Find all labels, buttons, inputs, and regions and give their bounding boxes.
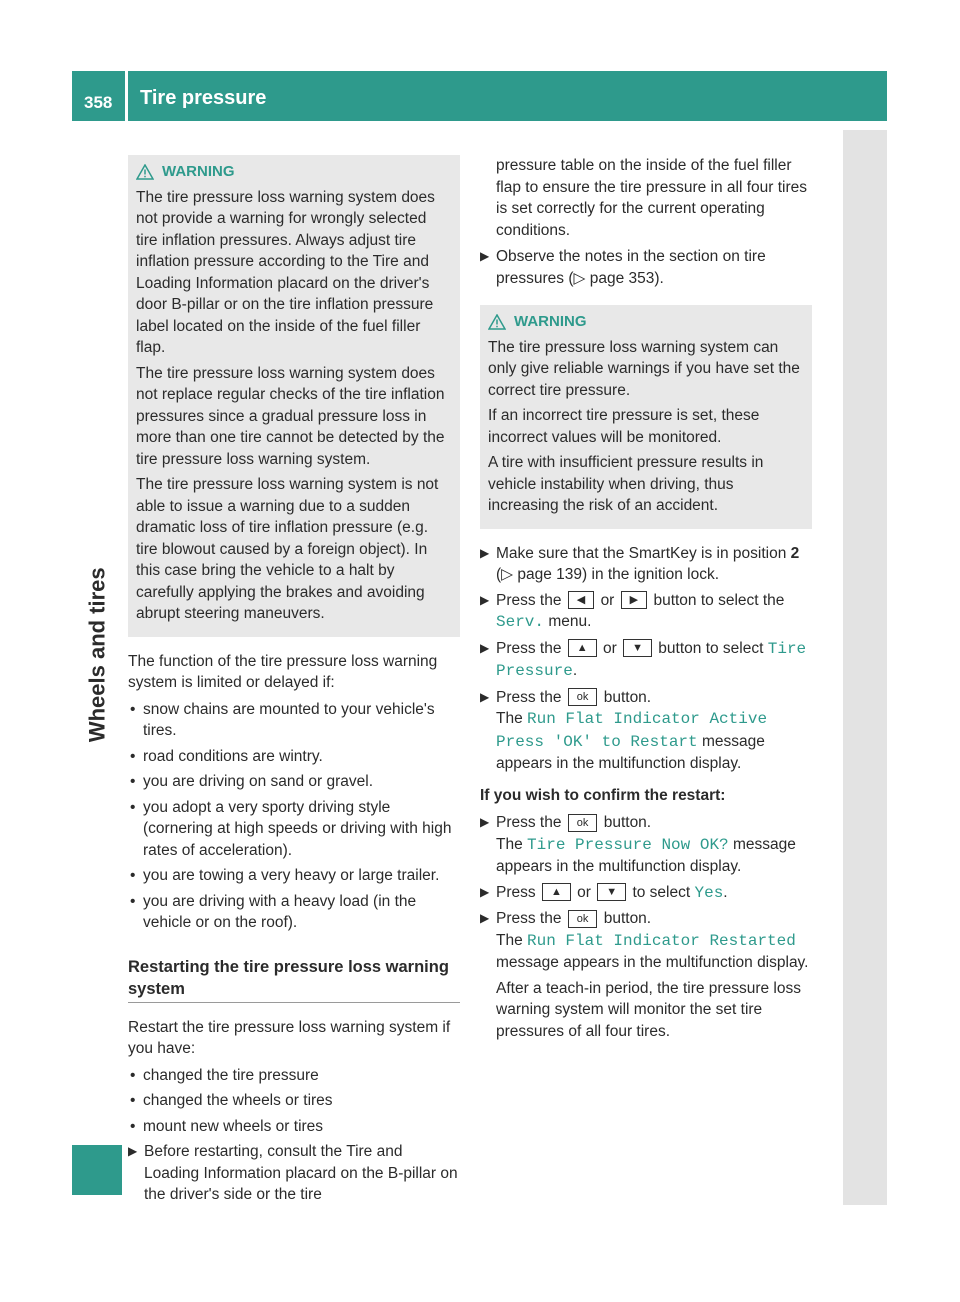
text: Press the: [496, 639, 566, 657]
step-press-ok-2: [480, 812, 812, 878]
text: or: [577, 883, 591, 901]
list-item: • road conditions are wintry.: [128, 746, 460, 768]
up-button-icon: ▲: [568, 639, 597, 657]
restart-reasons-list: [128, 1065, 460, 1138]
step-result: [496, 708, 812, 775]
warning-paragraph: The tire pressure loss warning system can only give reliable warnings if you have set the correct tire pressure.: [488, 338, 800, 399]
limitations-list: [128, 699, 460, 934]
left-button-icon: ◀: [568, 591, 594, 609]
list-item: • changed the wheels or tires: [128, 1090, 460, 1112]
step-press-ok-3: [480, 908, 812, 1042]
step-smartkey: [480, 543, 812, 586]
side-tab-background: [843, 130, 887, 1205]
text: or: [602, 639, 617, 657]
chapter-marker: [72, 1145, 122, 1195]
text: The: [496, 931, 528, 949]
display-text-press-ok: Press 'OK' to Restart: [496, 732, 698, 751]
up-button-icon: ▲: [542, 883, 571, 901]
text: The: [496, 835, 528, 853]
text: .: [572, 662, 578, 679]
display-text-pressure-ok: Tire Pressure Now OK?: [527, 835, 729, 854]
page-title: Tire pressure: [140, 87, 267, 109]
display-text-yes: Yes: [694, 883, 724, 902]
step-arrow-icon: ▶: [480, 545, 490, 560]
step-text: [496, 590, 812, 634]
list-item: • you are driving on sand or gravel.: [128, 771, 460, 793]
text: or: [600, 591, 615, 609]
header-separator: [125, 71, 128, 121]
text: message appears in the multifunction display.: [496, 954, 809, 971]
chapter-tab: [75, 560, 119, 750]
step-text: [496, 687, 812, 709]
warning-title: WARNING: [514, 313, 587, 330]
step-arrow-icon: ▶: [480, 640, 490, 655]
list-item: • mount new wheels or tires: [128, 1116, 460, 1138]
step-select-serv: [480, 590, 812, 634]
step-result: [496, 834, 812, 878]
step-arrow-icon: ▶: [480, 911, 490, 925]
text: button to select: [653, 639, 768, 657]
step-arrow-icon: ▶: [480, 592, 490, 607]
restart-intro: Restart the tire pressure loss warning system if you have:: [128, 1018, 451, 1057]
warning-paragraph: The tire pressure loss warning system does not replace regular checks of the tire inflation pressures since a gradual pressure loss in more than one tire cannot be detected by the tire pressure loss warning system.: [136, 364, 445, 468]
ok-button-icon: ok: [568, 910, 598, 928]
continued-text: pressure table on the inside of the fuel filler flap to ensure the tire pressure in all four tires is set correctly for the current operating conditions.: [496, 157, 808, 239]
warning-title: WARNING: [162, 163, 235, 180]
warning-heading: [488, 311, 804, 333]
text: Press the: [496, 814, 566, 831]
text: button.: [599, 688, 652, 706]
step-text: Observe the notes in the section on tire pressures (▷ page 353).: [496, 248, 766, 287]
left-column: [128, 155, 460, 1210]
text: message appears in the multifunction display.: [496, 835, 796, 875]
display-text-tire-pressure: Tire Pressure: [496, 639, 807, 680]
text: .: [723, 883, 728, 901]
warning-paragraph: The tire pressure loss warning system is not able to issue a warning due to a sudden dramatic loss of tire inflation pressure (e.g. tire blowout caused by a foreign object). In this case bring the vehicle to a halt by carefully applying the brakes and avoiding abrupt steering maneuvers.: [136, 476, 439, 622]
ok-button-icon: ok: [568, 814, 598, 832]
text: button.: [599, 814, 652, 831]
list-item: • changed the tire pressure: [128, 1065, 460, 1087]
text: Press the: [496, 688, 566, 706]
text: button to select the: [649, 591, 785, 609]
text: Press the: [496, 591, 566, 609]
list-item: • you are driving with a heavy load (in the vehicle or on the roof).: [128, 891, 460, 934]
text: Press: [496, 883, 540, 901]
step-arrow-icon: ▶: [480, 884, 490, 899]
step-arrow-icon: ▶: [480, 689, 490, 704]
step-select-tire-pressure: [480, 638, 812, 683]
right-button-icon: ▶: [621, 591, 647, 609]
position-number: 2: [790, 544, 800, 562]
warning-box-right: [480, 305, 812, 529]
list-item: • you adopt a very sporty driving style (cornering at high speeds or driving with high rates of acceleration).: [128, 797, 460, 862]
text: Press the: [496, 910, 566, 927]
step-text: [496, 908, 812, 930]
warning-box-left: [128, 155, 460, 637]
chapter-label: Wheels and tires: [84, 567, 110, 743]
step-press-ok-1: [480, 687, 812, 775]
step-text: [496, 638, 812, 683]
text: The: [496, 710, 528, 727]
section-heading: Restarting the tire pressure loss warning system: [128, 956, 460, 1003]
step-after-note: After a teach-in period, the tire pressure loss warning system will monitor the set tire pressures of all four tires.: [496, 979, 801, 1040]
text: button.: [599, 910, 652, 927]
warning-triangle-icon: [136, 164, 154, 180]
text: Make sure that the SmartKey is in position: [496, 544, 791, 562]
display-text-run-flat-restarted: Run Flat Indicator Restarted: [527, 931, 796, 950]
display-text-serv: Serv.: [496, 613, 545, 631]
step-arrow-icon: ▶: [480, 249, 490, 263]
step-result: [496, 930, 812, 974]
step-text: [496, 543, 812, 586]
list-item: • snow chains are mounted to your vehicle's tires.: [128, 699, 460, 742]
text: menu.: [544, 613, 592, 630]
page-number: 358: [84, 93, 113, 112]
warning-heading: [136, 161, 452, 183]
down-button-icon: ▼: [597, 883, 626, 901]
step-before-restarting: [128, 1141, 460, 1206]
warning-triangle-icon: [488, 314, 506, 330]
confirm-heading: If you wish to confirm the restart:: [480, 786, 726, 804]
right-column: [480, 155, 812, 1046]
step-arrow-icon: ▶: [480, 815, 490, 829]
warning-paragraph: If an incorrect tire pressure is set, these incorrect values will be monitored.: [488, 407, 760, 446]
step-text: [496, 882, 812, 905]
step-text: [496, 812, 812, 834]
limitations-intro: The function of the tire pressure loss warning system is limited or delayed if:: [128, 652, 438, 691]
step-observe-notes: [480, 246, 812, 289]
down-button-icon: ▼: [623, 639, 652, 657]
step-select-yes: [480, 882, 812, 905]
display-text-run-flat-active: Run Flat Indicator Active: [527, 710, 768, 728]
text: to select: [628, 883, 695, 901]
text: (▷ page 139) in the ignition lock.: [496, 566, 720, 583]
ok-button-icon: ok: [568, 688, 598, 706]
warning-paragraph: The tire pressure loss warning system does not provide a warning for wrongly selected tire inflation pressures. Always adjust tire inflation pressure according to the Tire and Loading Information placard on the driver's door B-pillar or on the tire inflation pressure label located on the inside of the fuel filler flap.: [136, 188, 435, 356]
text: message appears in the multifunction display.: [496, 732, 765, 772]
step-arrow-icon: ▶: [128, 1144, 138, 1158]
step-text: Before restarting, consult the Tire and Loading Information placard on the B-pillar on the driver's side or the tire: [144, 1143, 458, 1203]
list-item: • you are towing a very heavy or large trailer.: [128, 865, 460, 887]
warning-paragraph: A tire with insufficient pressure results in vehicle instability when driving, thus increasing the risk of an accident.: [488, 454, 764, 514]
